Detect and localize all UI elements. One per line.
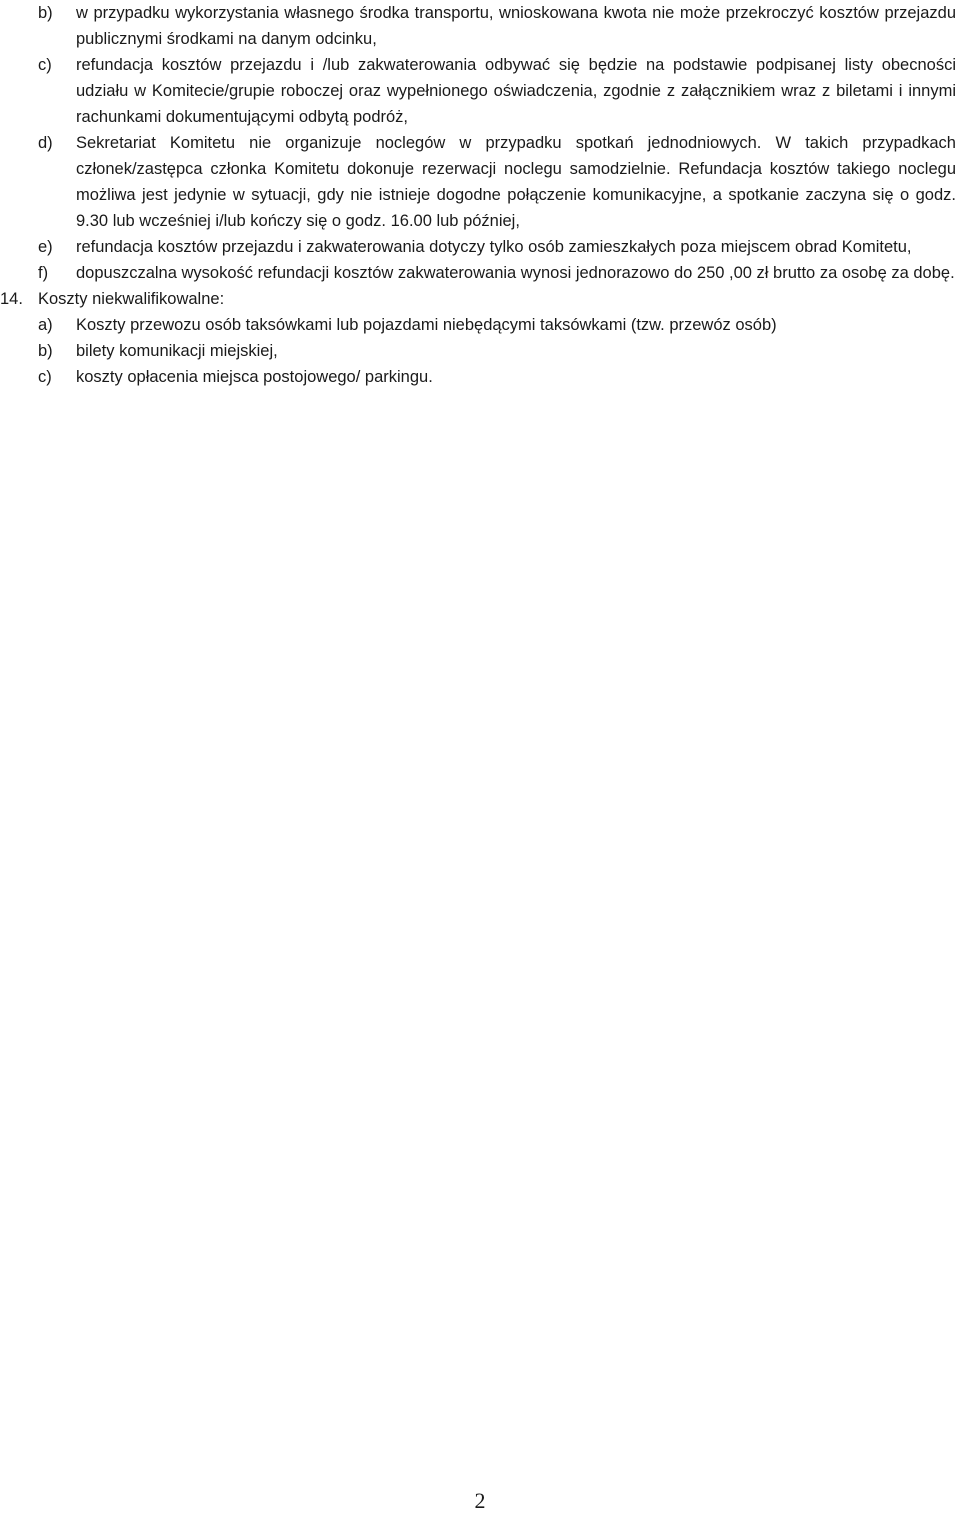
section-title: Koszty niekwalifikowalne:: [38, 290, 225, 308]
list-marker: e): [38, 238, 53, 256]
list-item-c: [38, 364, 956, 390]
list-marker: c): [38, 56, 52, 74]
list-text: refundacja kosztów przejazdu i /lub zakwaterowania odbywać się będzie na podstawie podpisanej listy obecności udziału w Komitecie/grupie roboczej oraz wypełnionego oświadczenia, zgodnie z załącznikiem wraz z biletami i innymi rachunkami dokumentującymi odbytą podróż,: [76, 56, 956, 126]
list-marker: a): [38, 316, 53, 334]
list-text: bilety komunikacji miejskiej,: [76, 342, 278, 360]
list-item-b: [38, 0, 956, 52]
list-text: Koszty przewozu osób taksówkami lub pojazdami niebędącymi taksówkami (tzw. przewóz osób): [76, 316, 777, 334]
list-text: dopuszczalna wysokość refundacji kosztów zakwaterowania wynosi jednorazowo do 250 ,00 zł brutto za osobę za dobę.: [76, 264, 955, 282]
section-14-heading: [0, 286, 956, 312]
list-item-f: [38, 260, 956, 286]
list-item-c: [38, 52, 956, 130]
list-text: Sekretariat Komitetu nie organizuje noclegów w przypadku spotkań jednodniowych. W takich przypadkach członek/zastępca członka Komitetu dokonuje rezerwacji noclegu samodzielnie. Refundacja kosztów takiego noclegu możliwa jest jedynie w sytuacji, gdy nie istnieje dogodne połączenie komunikacyjne, a spotkanie zaczyna się o godz. 9.30 lub wcześniej i/lub kończy się o godz. 16.00 lub później,: [76, 134, 956, 230]
list-marker: c): [38, 368, 52, 386]
list-item-e: [38, 234, 956, 260]
list-item-a: [38, 312, 956, 338]
list-marker: f): [38, 264, 49, 282]
list-text: refundacja kosztów przejazdu i zakwaterowania dotyczy tylko osób zamieszkałych poza miejscem obrad Komitetu,: [76, 238, 912, 256]
list-text: koszty opłacenia miejsca postojowego/ parkingu.: [76, 368, 433, 386]
list-item-d: [38, 130, 956, 234]
section-number: 14.: [0, 290, 23, 308]
list-marker: b): [38, 342, 53, 360]
page-number: 2: [474, 1488, 486, 1513]
list-text: w przypadku wykorzystania własnego środka transportu, wnioskowana kwota nie może przekroczyć kosztów przejazdu publicznymi środkami na danym odcinku,: [76, 4, 956, 48]
list-marker: b): [38, 4, 53, 22]
list-marker: d): [38, 134, 53, 152]
document-content: [0, 0, 956, 390]
list-item-b: [38, 338, 956, 364]
